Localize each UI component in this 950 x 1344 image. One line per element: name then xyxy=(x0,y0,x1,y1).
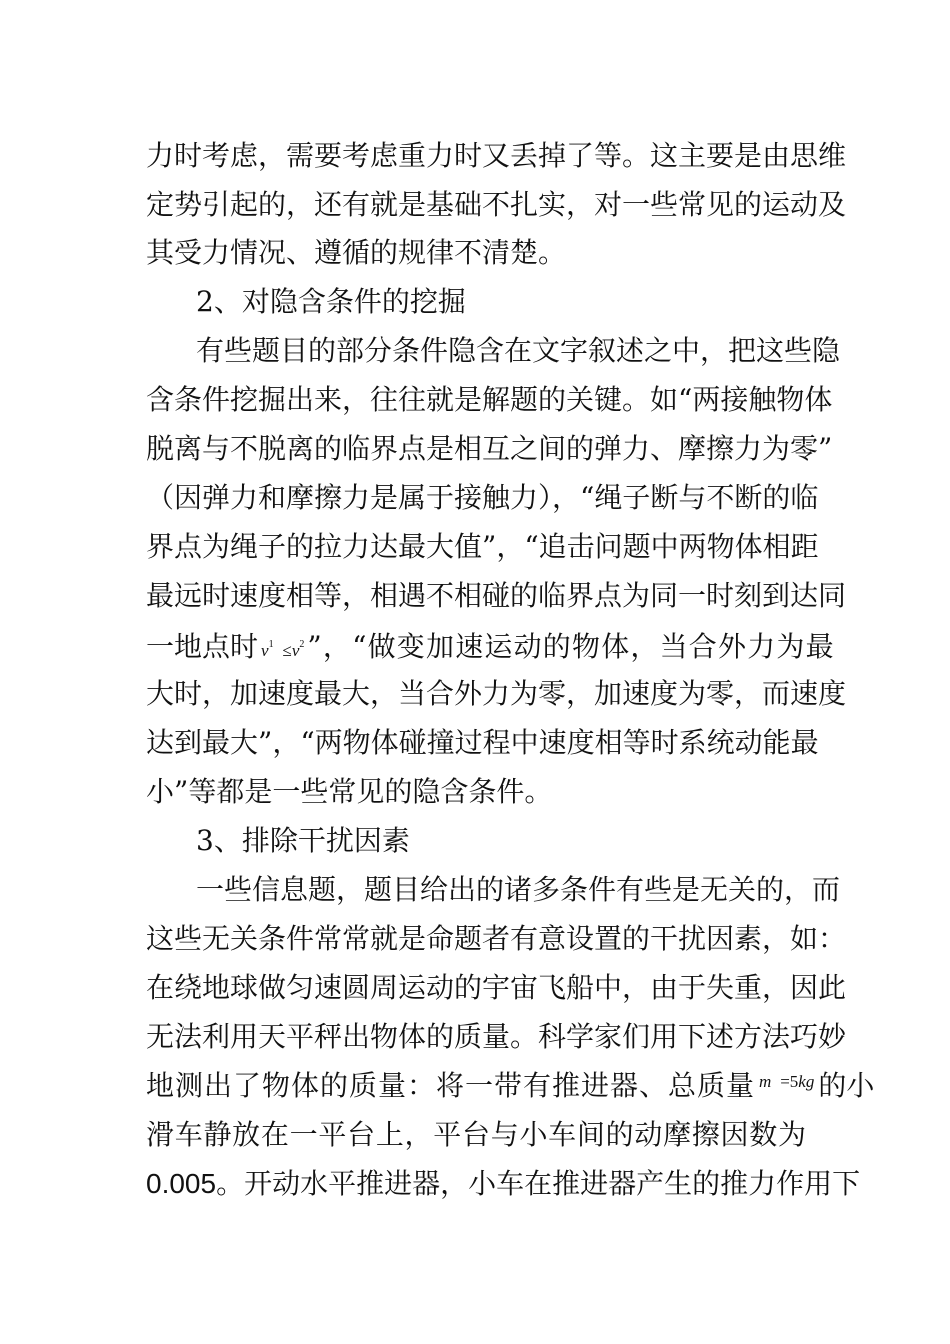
paragraph-line-with-formula xyxy=(146,1069,875,1103)
paragraph-line: 有些题目的部分条件隐含在文字叙述之中，把这些隐 xyxy=(196,334,841,367)
paragraph-line: 在绕地球做匀速圆周运动的宇宙飞船中，由于失重，因此 xyxy=(146,971,847,1004)
paragraph-line-with-formula xyxy=(146,628,835,663)
math-number: 5 xyxy=(789,1072,799,1091)
math-operator: ≤ xyxy=(282,641,292,660)
paragraph-line: 大时，加速度最大，当合外力为零，加速度为零，而速度 xyxy=(146,677,847,710)
paragraph-line: 一些信息题，题目给出的诸多条件有些是无关的，而 xyxy=(196,873,841,906)
math-subscript: 2 xyxy=(299,639,305,650)
paragraph-line: （因弹力和摩擦力是属于接触力），“绳子断与不断的临 xyxy=(146,481,819,514)
math-variable: v xyxy=(291,641,300,660)
paragraph-line: 界点为绳子的拉力达最大值”，“追击问题中两物体相距 xyxy=(146,530,819,563)
text-segment: 。开动水平推进器，小车在推进器产生的推力作用下 xyxy=(216,1167,861,1200)
section-heading: 2、对隐含条件的挖掘 xyxy=(196,285,466,318)
math-operator: = xyxy=(780,1072,790,1091)
paragraph-line: 含条件挖掘出来，往往就是解题的关键。如“两接触物体 xyxy=(146,383,833,416)
paragraph-line: 力时考虑，需要考虑重力时又丢掉了等。这主要是由思维 xyxy=(146,139,847,172)
section-heading: 3、排除干扰因素 xyxy=(196,824,410,857)
text-segment: 的小 xyxy=(818,1069,875,1102)
paragraph-line: 最远时速度相等，相遇不相碰的临界点为同一时刻到达同 xyxy=(146,579,847,612)
math-variable: v xyxy=(261,641,269,660)
math-unit: kg xyxy=(798,1072,815,1091)
paragraph-line xyxy=(146,1167,861,1201)
math-variable: m xyxy=(759,1072,772,1091)
mass-formula xyxy=(759,1061,814,1094)
paragraph-line: 无法利用天平秤出物体的质量。科学家们用下述方法巧妙 xyxy=(146,1020,847,1053)
paragraph-line: 其受力情况、遵循的规律不清楚。 xyxy=(146,236,567,269)
paragraph-line: 定势引起的，还有就是基础不扎实，对一些常见的运动及 xyxy=(146,188,847,221)
paragraph-line: 小”等都是一些常见的隐含条件。 xyxy=(146,775,553,808)
text-segment: 一地点时 xyxy=(146,630,259,663)
text-segment: 地测出了物体的质量：将一带有推进器、总质量 xyxy=(146,1069,756,1102)
paragraph-line: 脱离与不脱离的临界点是相互之间的弹力、摩擦力为零” xyxy=(146,432,833,465)
paragraph-line: 滑车静放在一平台上，平台与小车间的动摩擦因数为 xyxy=(146,1118,806,1151)
math-subscript: 1 xyxy=(268,639,274,650)
paragraph-line: 这些无关条件常常就是命题者有意设置的干扰因素，如： xyxy=(146,922,847,955)
friction-coefficient-value: 0.005 xyxy=(146,1168,217,1199)
velocity-inequality-formula xyxy=(261,630,304,663)
text-segment: ”，“做变加速运动的物体，当合外力为最 xyxy=(307,630,835,663)
paragraph-line: 达到最大”，“两物体碰撞过程中速度相等时系统动能最 xyxy=(146,726,819,759)
